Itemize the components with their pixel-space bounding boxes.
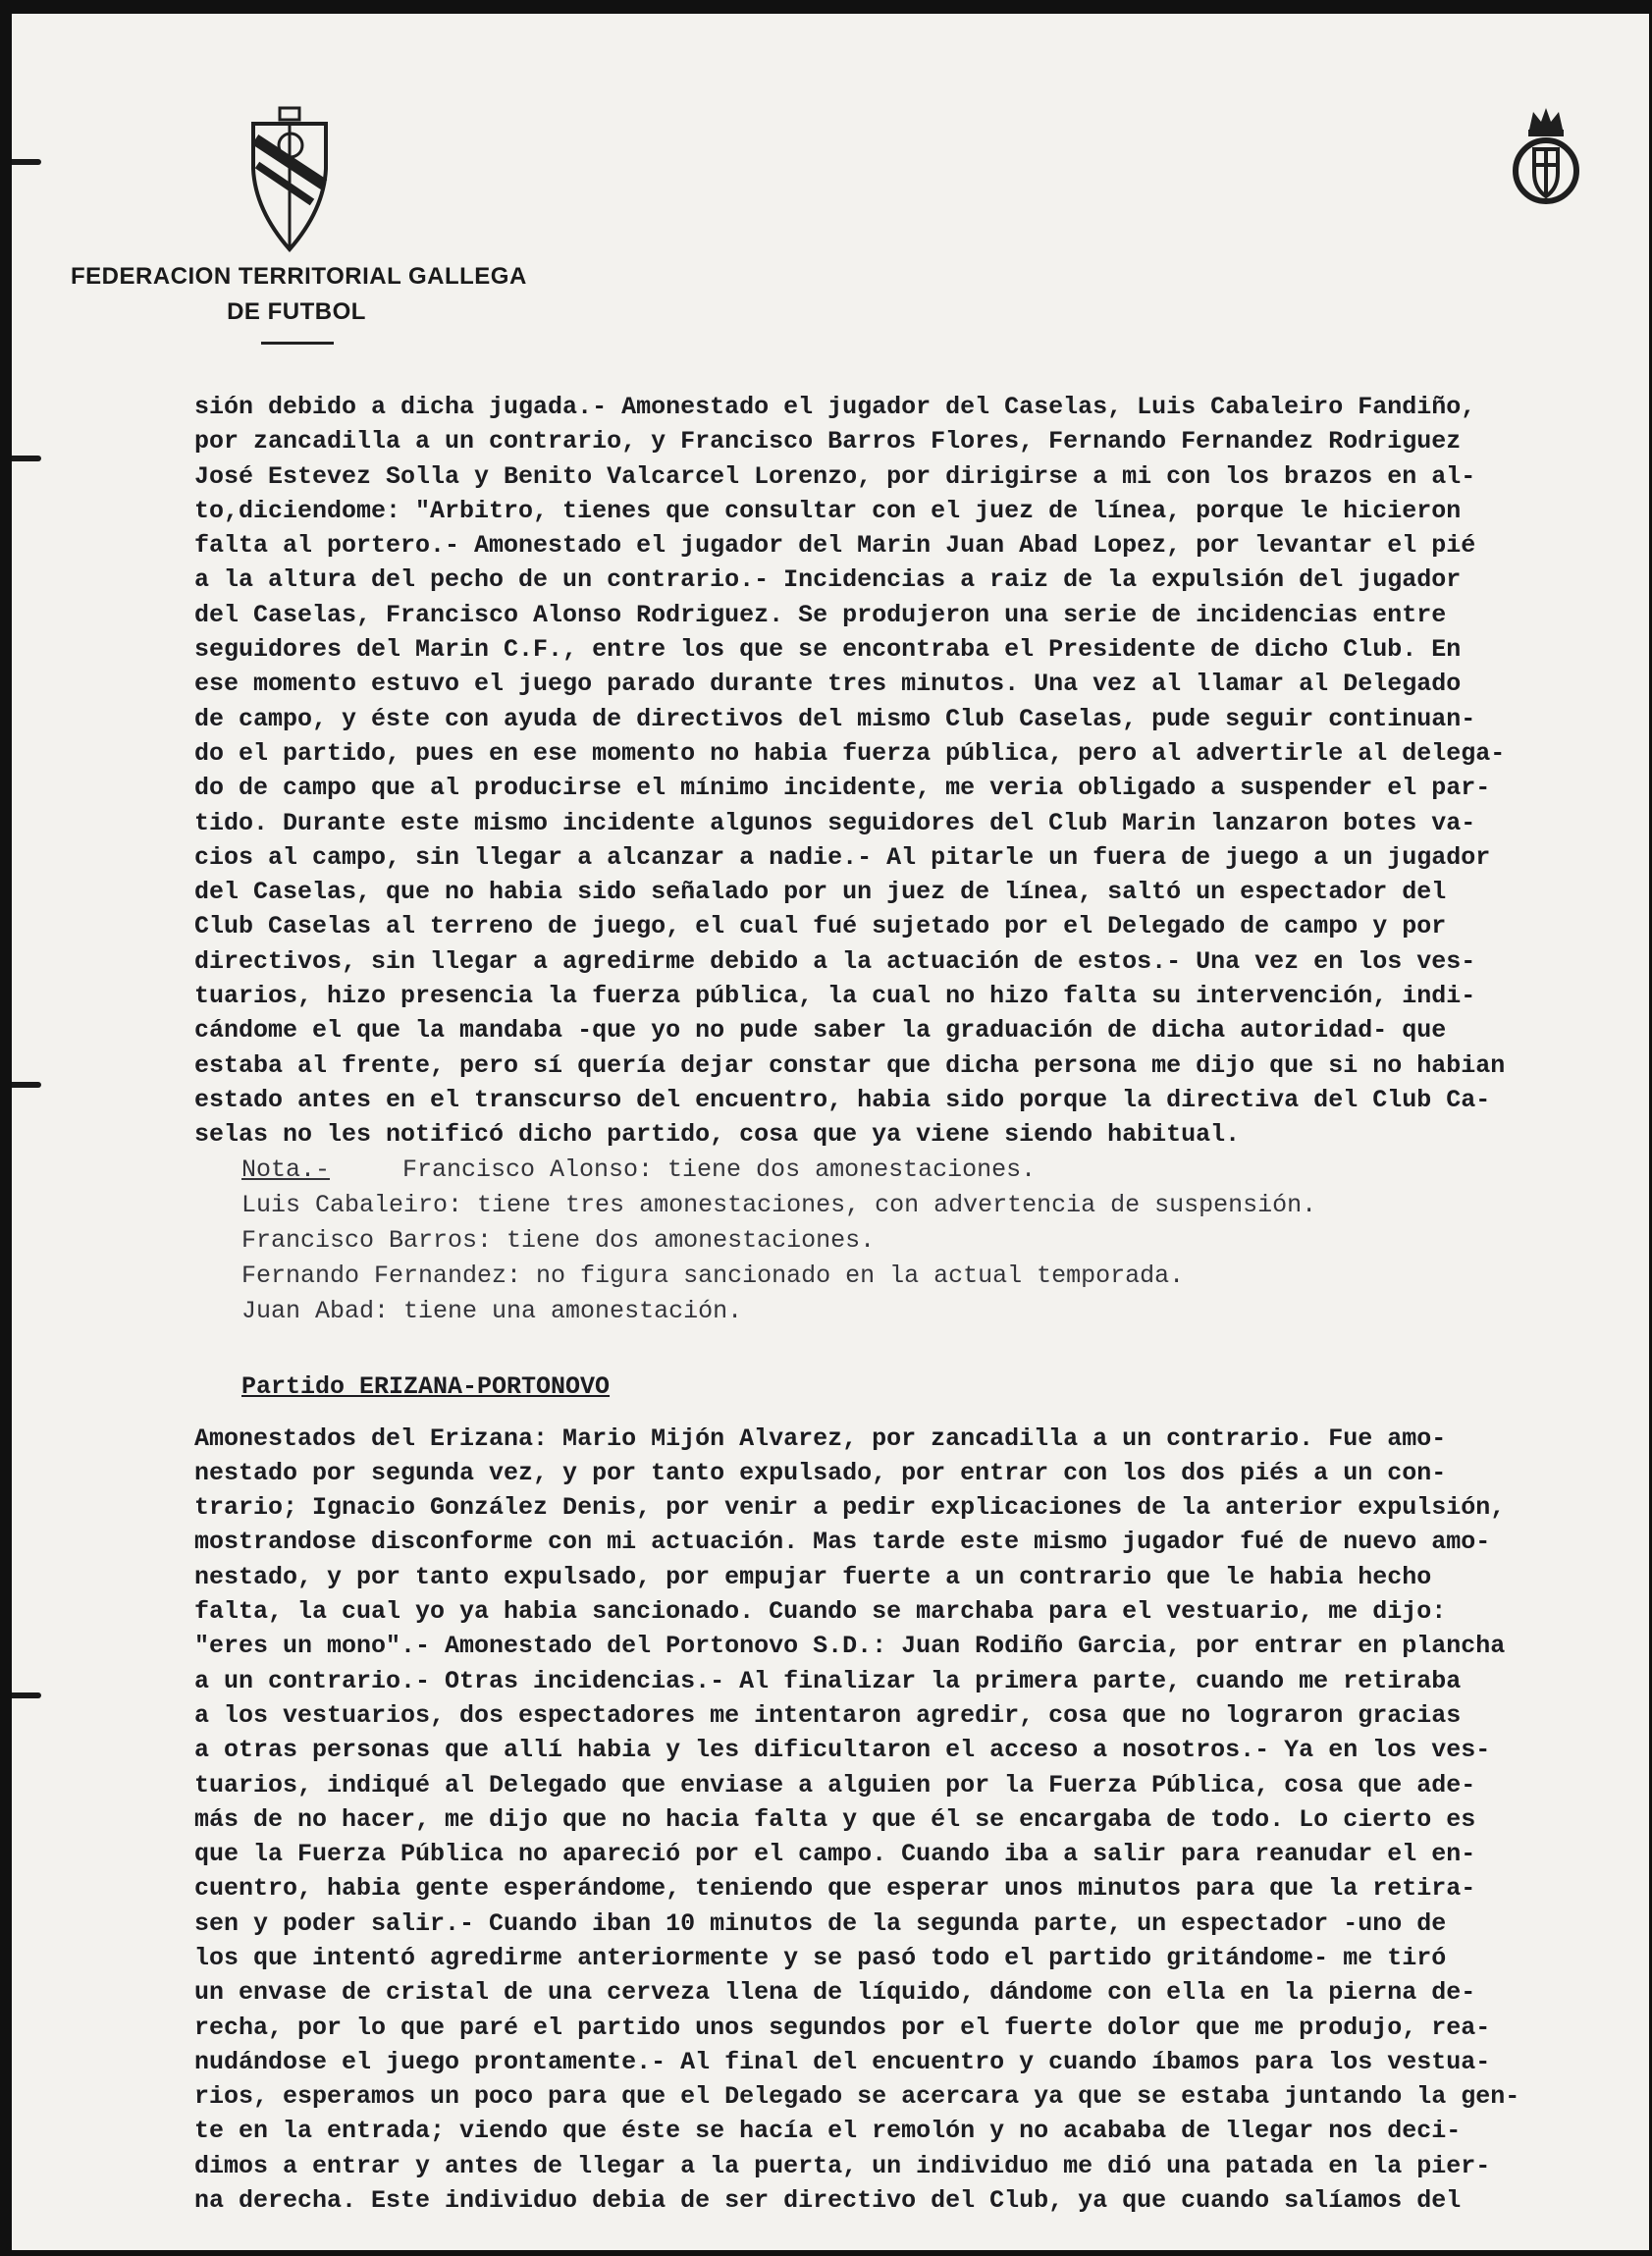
- text-line: José Estevez Solla y Benito Valcarcel Lorenzo, por dirigirse a mi con los brazos en al-: [194, 461, 1476, 491]
- binder-punch-mark: [12, 1692, 41, 1698]
- text-line: tuarios, hizo presencia la fuerza pública, la cual no hizo falta su intervención, indi-: [194, 982, 1476, 1011]
- text-line: mostrandose disconforme con mi actuación. Mas tarde este mismo jugador fué de nuevo amo-: [194, 1528, 1491, 1557]
- text-line: tuarios, indiqué al Delegado que enviase a alguien por la Fuerza Pública, cosa que ade-: [194, 1770, 1476, 1799]
- report-paragraph-erizana-portonovo: [194, 1422, 1647, 2219]
- binder-punch-mark: [12, 159, 41, 165]
- text-line: que la Fuerza Pública no apareció por el campo. Cuando iba a salir para reanudar el en-: [194, 1840, 1476, 1869]
- text-line: estado antes en el transcurso del encuentro, habia sido porque la directiva del Club Ca-: [194, 1085, 1491, 1114]
- royal-spanish-football-federation-crest-icon: [1512, 100, 1580, 214]
- text-line: sión debido a dicha jugada.- Amonestado el jugador del Caselas, Luis Cabaleiro Fandiño,: [194, 393, 1476, 421]
- text-line: recha, por lo que paré el partido unos segundos por el fuerte dolor que me produjo, rea-: [194, 2013, 1491, 2042]
- text-line: los que intentó agredirme anteriormente y se pasó todo el partido gritándome- me tiró: [194, 1943, 1447, 1972]
- report-paragraph-caselas-marin: [194, 390, 1647, 1153]
- sanctions-note: [194, 1153, 1647, 1329]
- document-page: [12, 14, 1649, 2250]
- binder-punch-mark: [12, 1082, 41, 1088]
- text-line: dimos a entrar y antes de llegar a la puerta, un individuo me dió una patada en la pier-: [194, 2151, 1491, 2180]
- text-line: sen y poder salir.- Cuando iban 10 minutos de la segunda parte, un espectador -uno de: [194, 1908, 1447, 1938]
- federation-name-line1: FEDERACION TERRITORIAL GALLEGA: [71, 263, 527, 290]
- note-entry: Fernando Fernandez: no figura sancionado en la actual temporada.: [241, 1261, 1185, 1290]
- text-line: trario; Ignacio González Denis, por venir a pedir explicaciones de la anterior expulsión,: [194, 1493, 1506, 1523]
- text-line: cándome el que la mandaba -que yo no pude saber la graduación de dicha autoridad- que: [194, 1016, 1447, 1046]
- text-line: na derecha. Este individuo debia de ser directivo del Club, ya que cuando salíamos del: [194, 2186, 1462, 2216]
- text-line: seguidores del Marin C.F., entre los que se encontraba el Presidente de dicho Club. En: [194, 635, 1462, 665]
- federation-name: [71, 259, 527, 330]
- header-divider: [261, 342, 334, 345]
- text-line: rios, esperamos un poco para que el Delegado se acercara ya que se estaba juntando la gen-: [194, 2082, 1520, 2112]
- text-line: a la altura del pecho de un contrario.- Incidencias a raiz de la expulsión del jugador: [194, 565, 1462, 595]
- text-line: do de campo que al producirse el mínimo incidente, me veria obligado a suspender el par-: [194, 774, 1491, 803]
- note-entry: Luis Cabaleiro: tiene tres amonestaciones, con advertencia de suspensión.: [241, 1190, 1317, 1219]
- text-line: nestado, y por tanto expulsado, por empujar fuerte a un contrario que le habia hecho: [194, 1562, 1432, 1591]
- text-line: del Caselas, que no habia sido señalado por un juez de línea, saltó un espectador del: [194, 878, 1447, 907]
- text-line: a un contrario.- Otras incidencias.- Al finalizar la primera parte, cuando me retiraba: [194, 1666, 1462, 1695]
- text-line: un envase de cristal de una cerveza llena de líquido, dándome con ella en la pierna de-: [194, 1978, 1476, 2008]
- note-label: Nota.-: [241, 1155, 331, 1184]
- text-line: selas no les notificó dicho partido, cosa que ya viene siendo habitual.: [194, 1120, 1241, 1150]
- text-line: estaba al frente, pero sí quería dejar constar que dicha persona me dijo que si no habian: [194, 1050, 1506, 1080]
- text-line: Amonestados del Erizana: Mario Mijón Alvarez, por zancadilla a un contrario. Fue amo-: [194, 1423, 1447, 1453]
- binder-punch-mark: [12, 456, 41, 461]
- match-heading: Partido ERIZANA-PORTONOVO: [241, 1371, 611, 1401]
- text-line: Club Caselas al terreno de juego, el cual fué sujetado por el Delegado de campo y por: [194, 912, 1447, 941]
- text-line: del Caselas, Francisco Alonso Rodriguez. Se produjeron una serie de incidencias entre: [194, 600, 1447, 629]
- note-entry: Juan Abad: tiene una amonestación.: [241, 1296, 743, 1325]
- text-line: por zancadilla a un contrario, y Francisco Barros Flores, Fernando Fernandez Rodriguez: [194, 427, 1462, 457]
- report-body: [194, 390, 1647, 2218]
- text-line: do el partido, pues en ese momento no habia fuerza pública, pero al advertirle al delega-: [194, 738, 1506, 768]
- text-line: cios al campo, sin llegar a alcanzar a nadie.- Al pitarle un fuera de juego a un jugador: [194, 842, 1491, 872]
- text-line: falta al portero.- Amonestado el jugador del Marin Juan Abad Lopez, por levantar el pié: [194, 531, 1476, 561]
- text-line: a otras personas que allí habia y les dificultaron el acceso a nosotros.- Ya en los ves-: [194, 1736, 1491, 1765]
- text-line: directivos, sin llegar a agredirme debido a la actuación de estos.- Una vez en los ves-: [194, 946, 1476, 976]
- text-line: cuentro, habia gente esperándome, teniendo que esperar unos minutos para que la retira-: [194, 1874, 1476, 1904]
- text-line: te en la entrada; viendo que éste se hacía el remolón y no acababa de llegar nos deci-: [194, 2117, 1462, 2146]
- text-line: nudándose el juego prontamente.- Al final del encuentro y cuando íbamos para los vestua-: [194, 2047, 1491, 2076]
- text-line: a los vestuarios, dos espectadores me intentaron agredir, cosa que no lograron gracias: [194, 1700, 1462, 1730]
- text-line: más de no hacer, me dijo que no hacia falta y que él se encargaba de todo. Lo cierto es: [194, 1804, 1476, 1834]
- note-entry: Francisco Barros: tiene dos amonestaciones.: [241, 1225, 876, 1255]
- federation-name-line2: DE FUTBOL: [227, 298, 366, 325]
- text-line: ese momento estuvo el juego parado durante tres minutos. Una vez al llamar al Delegado: [194, 670, 1462, 699]
- text-line: falta, la cual yo ya habia sancionado. Cuando se marchaba para el vestuario, me dijo:: [194, 1597, 1447, 1627]
- text-line: "eres un mono".- Amonestado del Portonovo S.D.: Juan Rodiño Garcia, por entrar en plancha: [194, 1632, 1506, 1661]
- text-line: to,diciendome: "Arbitro, tienes que consultar con el juez de línea, porque le hicieron: [194, 496, 1462, 525]
- text-line: de campo, y éste con ayuda de directivos del mismo Club Caselas, pude seguir continuan-: [194, 704, 1476, 733]
- galician-federation-crest-icon: [247, 100, 332, 257]
- text-line: nestado por segunda vez, y por tanto expulsado, por entrar con los dos piés a un con-: [194, 1458, 1447, 1487]
- note-entry: Francisco Alonso: tiene dos amonestaciones.: [402, 1155, 1037, 1184]
- text-line: tido. Durante este mismo incidente algunos seguidores del Club Marin lanzaron botes va-: [194, 808, 1476, 837]
- note-first-line: [194, 1153, 1647, 1188]
